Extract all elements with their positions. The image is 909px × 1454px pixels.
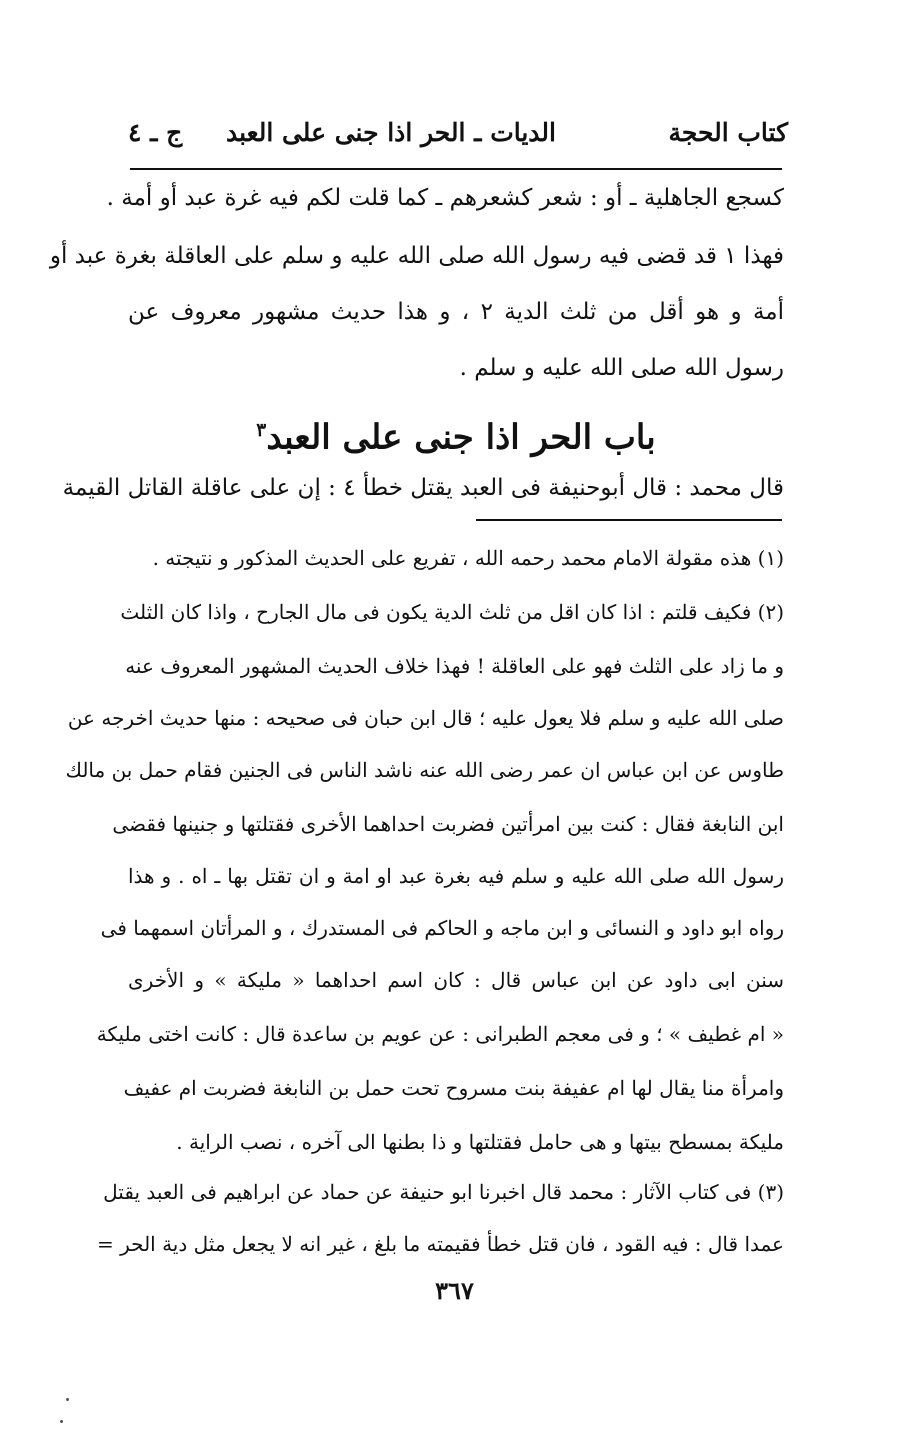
section-title-note-marker: ٣ bbox=[256, 419, 267, 441]
footnote-line: ابن النابغة فقال : كنت بين امرأتين فضربت احداهما الأخرى فقتلتها و جنينها فقضى bbox=[112, 812, 784, 836]
footnote-line: (٣) فى كتاب الآثار : محمد قال اخبرنا ابو حنيفة عن حماد عن ابراهيم فى العبد يقتل bbox=[103, 1180, 784, 1204]
footnote-line: وامرأة منا يقال لها ام عفيفة بنت مسروح تحت حمل بن النابغة فضربت ام عفيف bbox=[123, 1076, 784, 1100]
footnote-line: « ام غطيف » ؛ و فى معجم الطبرانى : عن عويم بن ساعدة قال : كانت اختى مليكة bbox=[96, 1022, 784, 1046]
header-rule bbox=[130, 168, 782, 170]
running-header bbox=[128, 112, 788, 160]
body-line: أمة و هو أقل من ثلث الدية ٢ ، و هذا حديث مشهور معروف عن bbox=[128, 299, 784, 325]
footnote-separator bbox=[476, 519, 782, 521]
page-number: ٣٦٧ bbox=[435, 1276, 474, 1305]
header-volume: ج ـ ٤ bbox=[128, 118, 183, 147]
body-line: فهذا ١ قد قضى فيه رسول الله صلى الله عليه و سلم على العاقلة بغرة عبد أو bbox=[49, 243, 784, 269]
body-line: قال محمد : قال أبوحنيفة فى العبد يقتل خطأ ٤ : إن على عاقلة القاتل القيمة bbox=[62, 475, 784, 501]
footnote-line: صلى الله عليه و سلم فلا يعول عليه ؛ قال ابن حبان فى صحيحه : منها حديث اخرجه عن bbox=[67, 706, 784, 730]
footnote-line: رسول الله صلى الله عليه و سلم فيه بغرة عبد او امة و ان تقتل بها ـ اه . و هذا bbox=[128, 864, 784, 888]
footnote-line: و ما زاد على الثلث فهو على العاقلة ! فهذا خلاف الحديث المشهور المعروف عنه bbox=[125, 654, 784, 678]
footnote-line: سنن ابى داود عن ابن عباس قال : كان اسم احداهما « مليكة » و الأخرى bbox=[128, 968, 784, 992]
footnote-line: رواه ابو داود و النسائى و ابن ماجه و الحاكم فى المستدرك ، و المرأتان اسمهما فى bbox=[100, 916, 784, 940]
footnote-line: (١) هذه مقولة الامام محمد رحمه الله ، تفريع على الحديث المذكور و نتيجته . bbox=[152, 546, 784, 570]
footnote-line: عمدا قال : فيه القود ، فان قتل خطأ فقيمته ما بلغ ، غير انه لا يجعل مثل دية الحر = bbox=[97, 1232, 784, 1256]
section-title-text: باب الحر اذا جنى على العبد bbox=[266, 417, 656, 458]
scan-speck bbox=[66, 1398, 69, 1401]
footnote-line: مليكة بمسطح بيتها و هى حامل فقتلتها و ذا بطنها الى آخره ، نصب الراية . bbox=[176, 1130, 784, 1154]
body-line: رسول الله صلى الله عليه و سلم . bbox=[459, 355, 784, 381]
header-chapter-title: الديات ـ الحر اذا جنى على العبد bbox=[225, 118, 556, 147]
footnote-line: طاوس عن ابن عباس ان عمر رضى الله عنه ناشد الناس فى الجنين فقام حمل بن مالك bbox=[65, 758, 784, 782]
body-line: كسجع الجاهلية ـ أو : شعر كشعرهم ـ كما قلت لكم فيه غرة عبد أو أمة . bbox=[106, 185, 784, 211]
section-title bbox=[128, 400, 784, 467]
header-book-title: كتاب الحجة bbox=[668, 118, 788, 147]
scan-speck bbox=[60, 1420, 63, 1423]
footnote-line: (٢) فكيف قلتم : اذا كان اقل من ثلث الدية يكون فى مال الجارح ، واذا كان الثلث bbox=[120, 600, 784, 624]
